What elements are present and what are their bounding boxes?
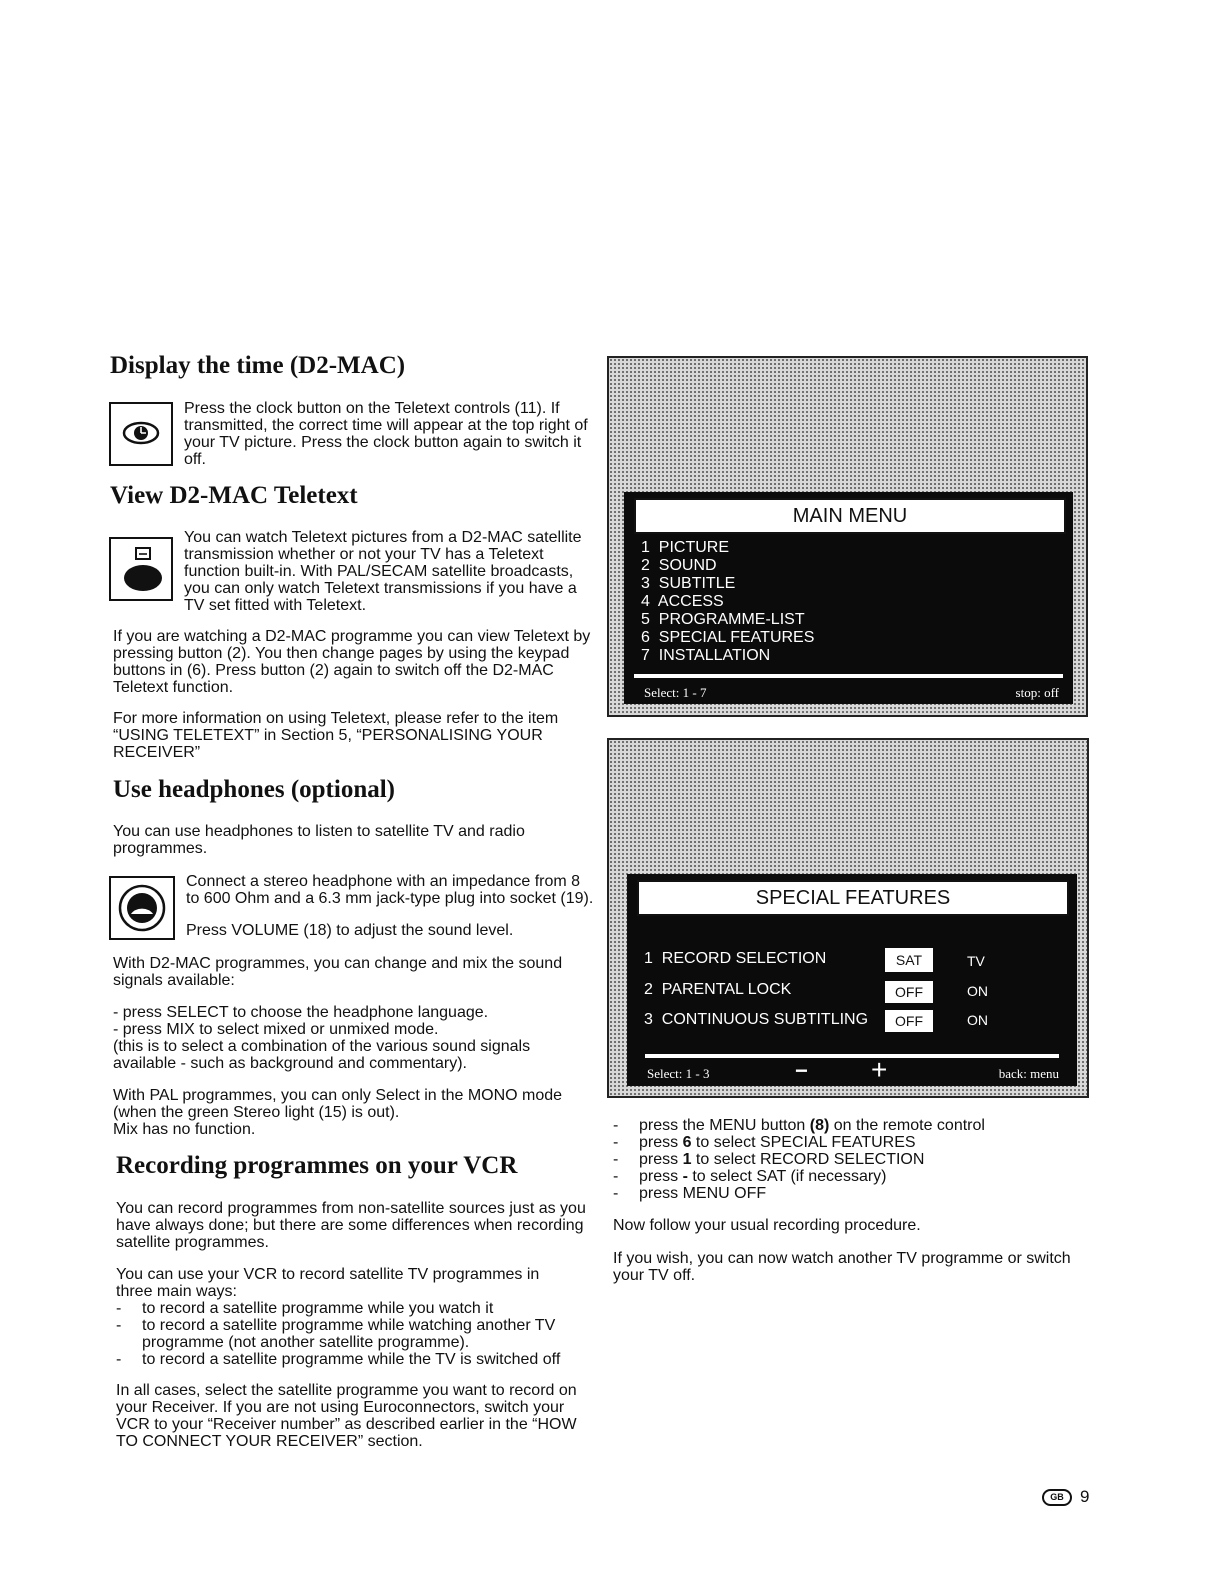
special-features-title: SPECIAL FEATURES [637, 880, 1069, 916]
teletext-text-1: You can watch Teletext pictures from a D2-MAC satellite transmission whether or not your TV has a Teletext function built-in. With PAL/SECAM satellite broadcasts, you can only watch Teletext transmissions if you have a TV set fitted with Teletext. [184, 529, 582, 614]
list-item: - to record a satellite programme while the TV is switched off [116, 1351, 586, 1368]
recording-all-cases: In all cases, select the satellite programme you want to record on your Receiver. If you are not using Euroconnectors, switch your VCR to your “Receiver number” as described earlier in the “HOW TO CONNECT YOUR RECEIVER” section. [116, 1382, 577, 1450]
item-label: SOUND [658, 557, 717, 574]
main-menu-item-6 [641, 629, 814, 647]
item-number: 1 [641, 539, 650, 556]
headphones-mix: - press MIX to select mixed or unmixed mode. [113, 1021, 439, 1038]
plus-symbol: + [871, 1054, 888, 1085]
item-label: ACCESS [657, 593, 724, 610]
item-label: SUBTITLE [658, 575, 736, 592]
special-row-2-value: OFF [885, 981, 933, 1003]
item-number: 2 [641, 557, 650, 574]
minus-symbol: − [795, 1058, 808, 1083]
main-menu-item-5 [641, 611, 805, 629]
teletext-button-icon [109, 537, 173, 601]
heading-display-time: Display the time (D2-MAC) [110, 352, 406, 379]
item-number: 5 [641, 611, 650, 628]
headphones-pal-2: Mix has no function. [113, 1121, 256, 1138]
recording-intro: You can record programmes from non-satellite sources just as you have always done; but there are some differences when recording satellite programmes. [116, 1200, 586, 1251]
special-row-1-label [644, 950, 826, 968]
main-menu-panel [624, 492, 1073, 704]
headphone-socket-icon [109, 876, 175, 940]
main-menu-footer-left: Select: 1 - 7 [644, 685, 707, 700]
list-item: - press the MENU button (8) on the remote control [613, 1117, 1093, 1134]
main-menu-screen [607, 356, 1088, 717]
main-menu-divider [634, 674, 1063, 678]
heading-teletext: View D2-MAC Teletext [110, 482, 358, 509]
special-features-divider [645, 1054, 1059, 1058]
headphones-volume: Press VOLUME (18) to adjust the sound level. [186, 922, 514, 939]
headphones-connect: Connect a stereo headphone with an impedance from 8 to 600 Ohm and a 6.3 mm jack-type plug into socket (19). [186, 873, 594, 907]
item-number: 7 [641, 647, 650, 664]
special-row-2-label [644, 981, 791, 999]
list-item: - press - to select SAT (if necessary) [613, 1168, 1093, 1185]
item-number: 3 [644, 1011, 653, 1028]
main-menu-footer-right: stop: off [1015, 685, 1059, 700]
list-item: - to record a satellite programme while watching another TV programme (not another satellite programme). [116, 1317, 586, 1351]
special-footer-left: Select: 1 - 3 [647, 1066, 710, 1081]
special-row-3-alt: ON [967, 1012, 988, 1028]
headphones-select: - press SELECT to choose the headphone language. [113, 1004, 489, 1021]
special-row-2-alt: ON [967, 983, 988, 999]
clock-button-icon [109, 402, 173, 466]
item-label: RECORD SELECTION [661, 950, 827, 967]
teletext-text-2: If you are watching a D2-MAC programme you can view Teletext by pressing button (2). You then change pages by using the keypad buttons in (6). Press button (2) again to switch off the D2-MAC Teletext function. [113, 628, 591, 696]
headphones-intro: You can use headphones to listen to satellite TV and radio programmes. [113, 823, 525, 857]
special-features-panel [627, 874, 1077, 1086]
item-label: SPECIAL FEATURES [658, 629, 815, 646]
page-number: 9 [1080, 1487, 1090, 1506]
main-menu-item-1 [641, 539, 729, 557]
item-label: PICTURE [658, 539, 730, 556]
country-badge-icon: GB [1042, 1489, 1072, 1506]
special-row-1-alt: TV [967, 953, 985, 969]
item-number: 2 [644, 981, 653, 998]
list-item: - press MENU OFF [613, 1185, 1093, 1202]
list-item: - press 1 to select RECORD SELECTION [613, 1151, 1093, 1168]
main-menu-item-7 [641, 647, 770, 665]
main-menu-title: MAIN MENU [634, 498, 1066, 534]
item-number: 6 [641, 629, 650, 646]
item-label: PARENTAL LOCK [661, 981, 792, 998]
item-label: CONTINUOUS SUBTITLING [661, 1011, 869, 1028]
recording-ways-list [116, 1300, 586, 1368]
heading-headphones: Use headphones (optional) [113, 776, 395, 803]
recording-follow: Now follow your usual recording procedure. [613, 1217, 921, 1234]
main-menu-item-3 [641, 575, 735, 593]
display-time-text: Press the clock button on the Teletext controls (11). If transmitted, the correct time will appear at the top right of your TV picture. Press the clock button again to switch it off. [184, 400, 588, 468]
list-item: - to record a satellite programme while you watch it [116, 1300, 586, 1317]
teletext-text-3: For more information on using Teletext, please refer to the item “USING TELETEXT” in Section 5, “PERSONALISING YOUR RECEIVER” [113, 710, 559, 761]
recording-ways: You can use your VCR to record satellite TV programmes in three main ways: [116, 1266, 540, 1300]
heading-recording: Recording programmes on your VCR [116, 1152, 518, 1179]
headphones-pal-1: With PAL programmes, you can only Select in the MONO mode (when the green Stereo light (15) is out). [113, 1087, 563, 1121]
special-features-screen [607, 738, 1089, 1098]
main-menu-item-2 [641, 557, 717, 575]
item-number: 1 [644, 950, 653, 967]
headphones-d2mac: With D2-MAC programmes, you can change and mix the sound signals available: [113, 955, 563, 989]
special-row-1-value: SAT [885, 948, 933, 972]
special-footer-right: back: menu [998, 1066, 1059, 1081]
special-row-3-label [644, 1011, 868, 1029]
headphones-mix-note: (this is to select a combination of the various sound signals available - such as background and commentary). [113, 1038, 531, 1072]
main-menu-item-4 [641, 593, 724, 611]
recording-steps [613, 1117, 1093, 1202]
item-number: 3 [641, 575, 650, 592]
item-label: INSTALLATION [658, 647, 771, 664]
item-label: PROGRAMME-LIST [658, 611, 805, 628]
special-row-3-value: OFF [885, 1010, 933, 1032]
item-number: 4 [641, 593, 650, 610]
list-item: - press 6 to select SPECIAL FEATURES [613, 1134, 1093, 1151]
recording-switch: If you wish, you can now watch another TV programme or switch your TV off. [613, 1250, 1071, 1284]
